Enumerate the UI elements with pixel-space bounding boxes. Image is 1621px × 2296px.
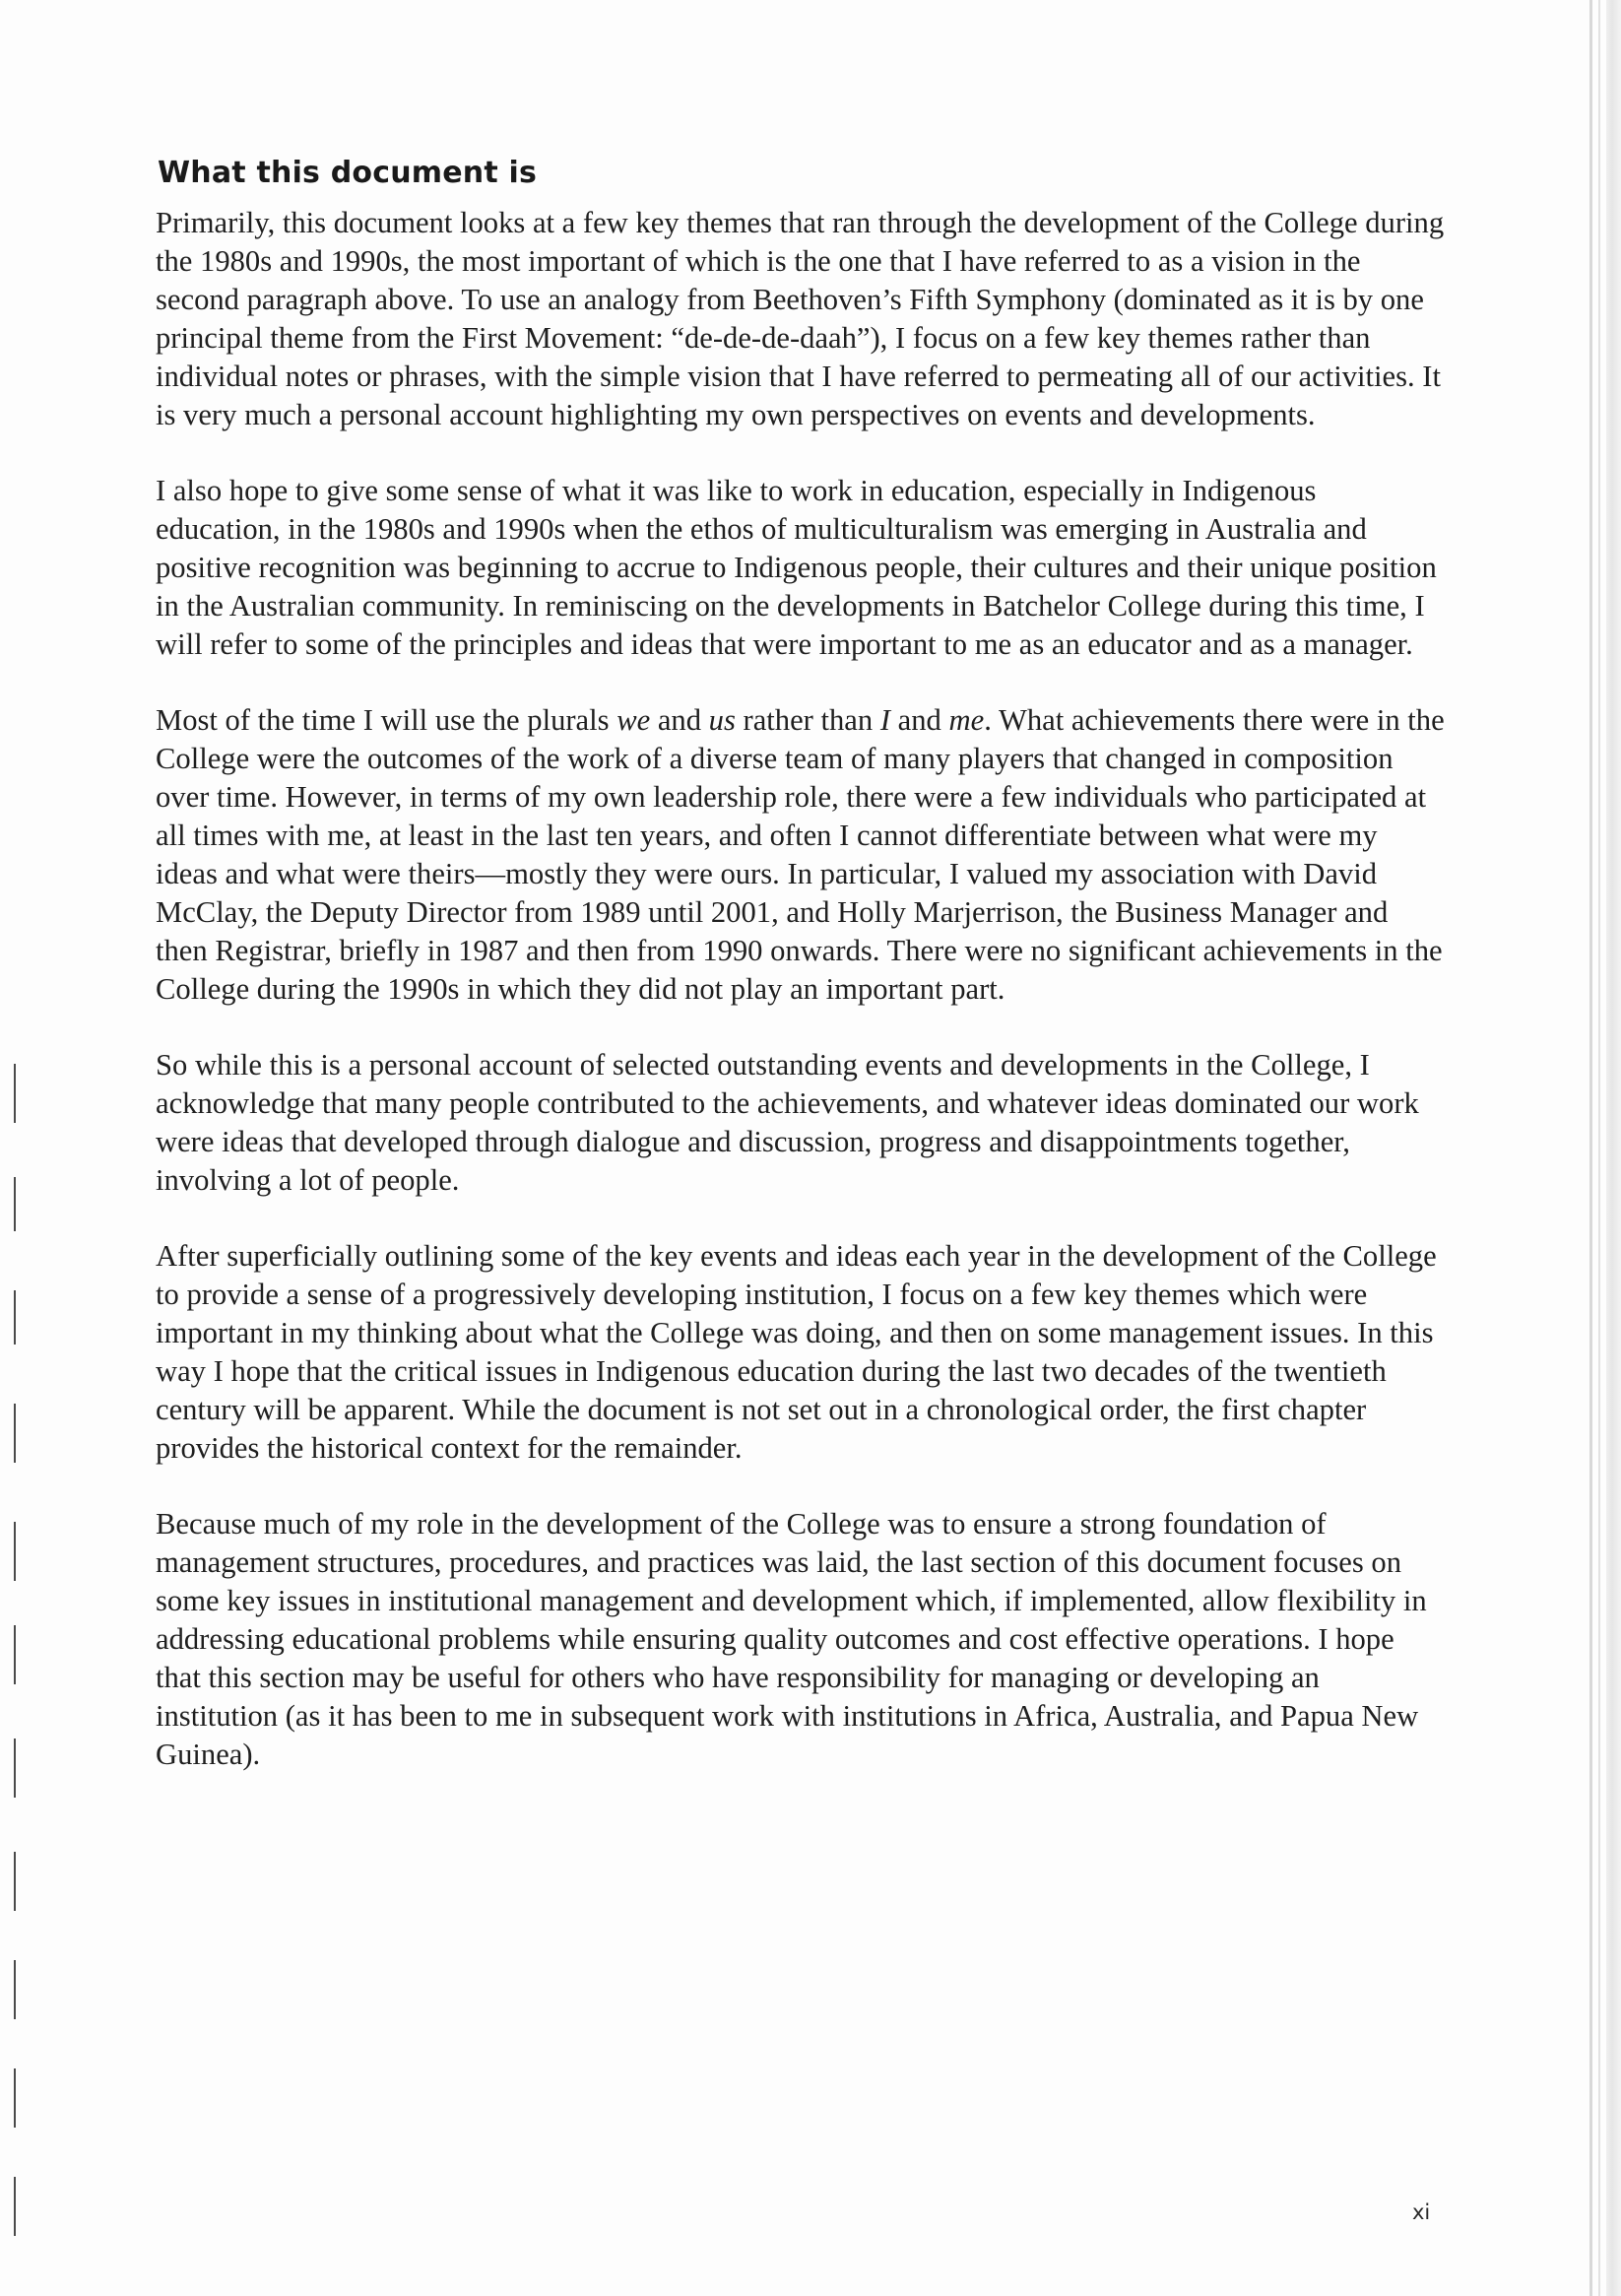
text-run: I also hope to give some sense of what it was like to work in education, especially in Indigenous education, in the 1980s and 1990s when the ethos of multiculturalism was emerging in Australia and positive recognition was beginning to accrue to Indigenous people, their cultures and their unique position in the Australian community. In reminiscing on the developments in Batchelor College during this time, I will refer to some of the principles and ideas that were important to me as an educator and as a manager.	[156, 474, 1437, 661]
scan-edge-line	[1589, 0, 1592, 2296]
page-number: xi	[1412, 2200, 1431, 2224]
scan-edge-band	[1606, 0, 1621, 2296]
binding-mark	[14, 2068, 16, 2128]
text-run: Most of the time I will use the plurals	[156, 703, 617, 737]
italic-run: we	[616, 703, 651, 737]
binding-mark	[14, 1404, 16, 1463]
binding-mark	[14, 1960, 16, 2019]
paragraph-3	[156, 701, 1446, 1009]
italic-run: us	[708, 703, 736, 737]
binding-mark	[14, 1290, 16, 1345]
section-heading: What this document is	[158, 156, 538, 190]
italic-run: I	[879, 703, 891, 737]
italic-run: me	[948, 703, 985, 737]
paragraph-2	[156, 472, 1446, 664]
binding-mark	[14, 1738, 16, 1798]
binding-mark	[14, 1064, 16, 1123]
body-text	[156, 204, 1446, 1811]
text-run: Because much of my role in the development of the College was to ensure a strong foundation of management structures, procedures, and practices was laid, the last section of this document focuses on some key issues in institutional management and development which, if implemented, allow flexibility in addressing educational problems while ensuring quality outcomes and cost effective operations. I hope that this section may be useful for others who have responsibility for managing or developing an institution (as it has been to me in subsequent work with institutions in Africa, Australia, and Papua New Guinea).	[156, 1507, 1427, 1771]
text-run: rather than	[735, 703, 880, 737]
paragraph-4	[156, 1046, 1446, 1200]
binding-mark	[14, 1852, 16, 1911]
paragraph-1	[156, 204, 1446, 434]
binding-mark	[14, 1522, 16, 1581]
paragraph-5	[156, 1237, 1446, 1468]
text-run: So while this is a personal account of selected outstanding events and developments in the College, I acknowledge that many people contributed to the achievements, and whatever ideas dominated our work were ideas that developed through dialogue and discussion, progress and disappointments together, involving a lot of people.	[156, 1048, 1419, 1197]
text-run: . What achievements there were in the College were the outcomes of the work of a diverse team of many players that changed in composition over time. However, in terms of my own leadership role, there were a few individuals who participated at all times with me, at least in the last ten years, and often I cannot differentiate between what were my ideas and what were theirs—mostly they were ours. In particular, I valued my association with David McClay, the Deputy Director from 1989 until 2001, and Holly Marjerrison, the Business Manager and then Registrar, briefly in 1987 and then from 1990 onwards. There were no significant achievements in the College during the 1990s in which they did not play an important part.	[156, 703, 1445, 1006]
text-run: After superficially outlining some of the key events and ideas each year in the development of the College to provide a sense of a progressively developing institution, I focus on a few key themes which were important in my thinking about what the College was doing, and then on some management issues. In this way I hope that the critical issues in Indigenous education during the last two decades of the twentieth century will be apparent. While the document is not set out in a chronological order, the first chapter provides the historical context for the remainder.	[156, 1239, 1437, 1465]
scan-edge-line	[1598, 0, 1600, 2296]
text-run: Primarily, this document looks at a few key themes that ran through the development of the College during the 1980s and 1990s, the most important of which is the one that I have referred to as a vision in the second paragraph above. To use an analogy from Beethoven’s Fifth Symphony (dominated as it is by one principal theme from the First Movement: “de-de-de-daah”), I focus on a few key themes rather than individual notes or phrases, with the simple vision that I have referred to permeating all of our activities. It is very much a personal account highlighting my own perspectives on events and developments.	[156, 206, 1445, 431]
binding-mark	[14, 2177, 16, 2236]
paragraph-6	[156, 1505, 1446, 1774]
binding-mark	[14, 1625, 16, 1684]
text-run: and	[650, 703, 709, 737]
binding-mark	[14, 1177, 16, 1231]
text-run: and	[890, 703, 949, 737]
